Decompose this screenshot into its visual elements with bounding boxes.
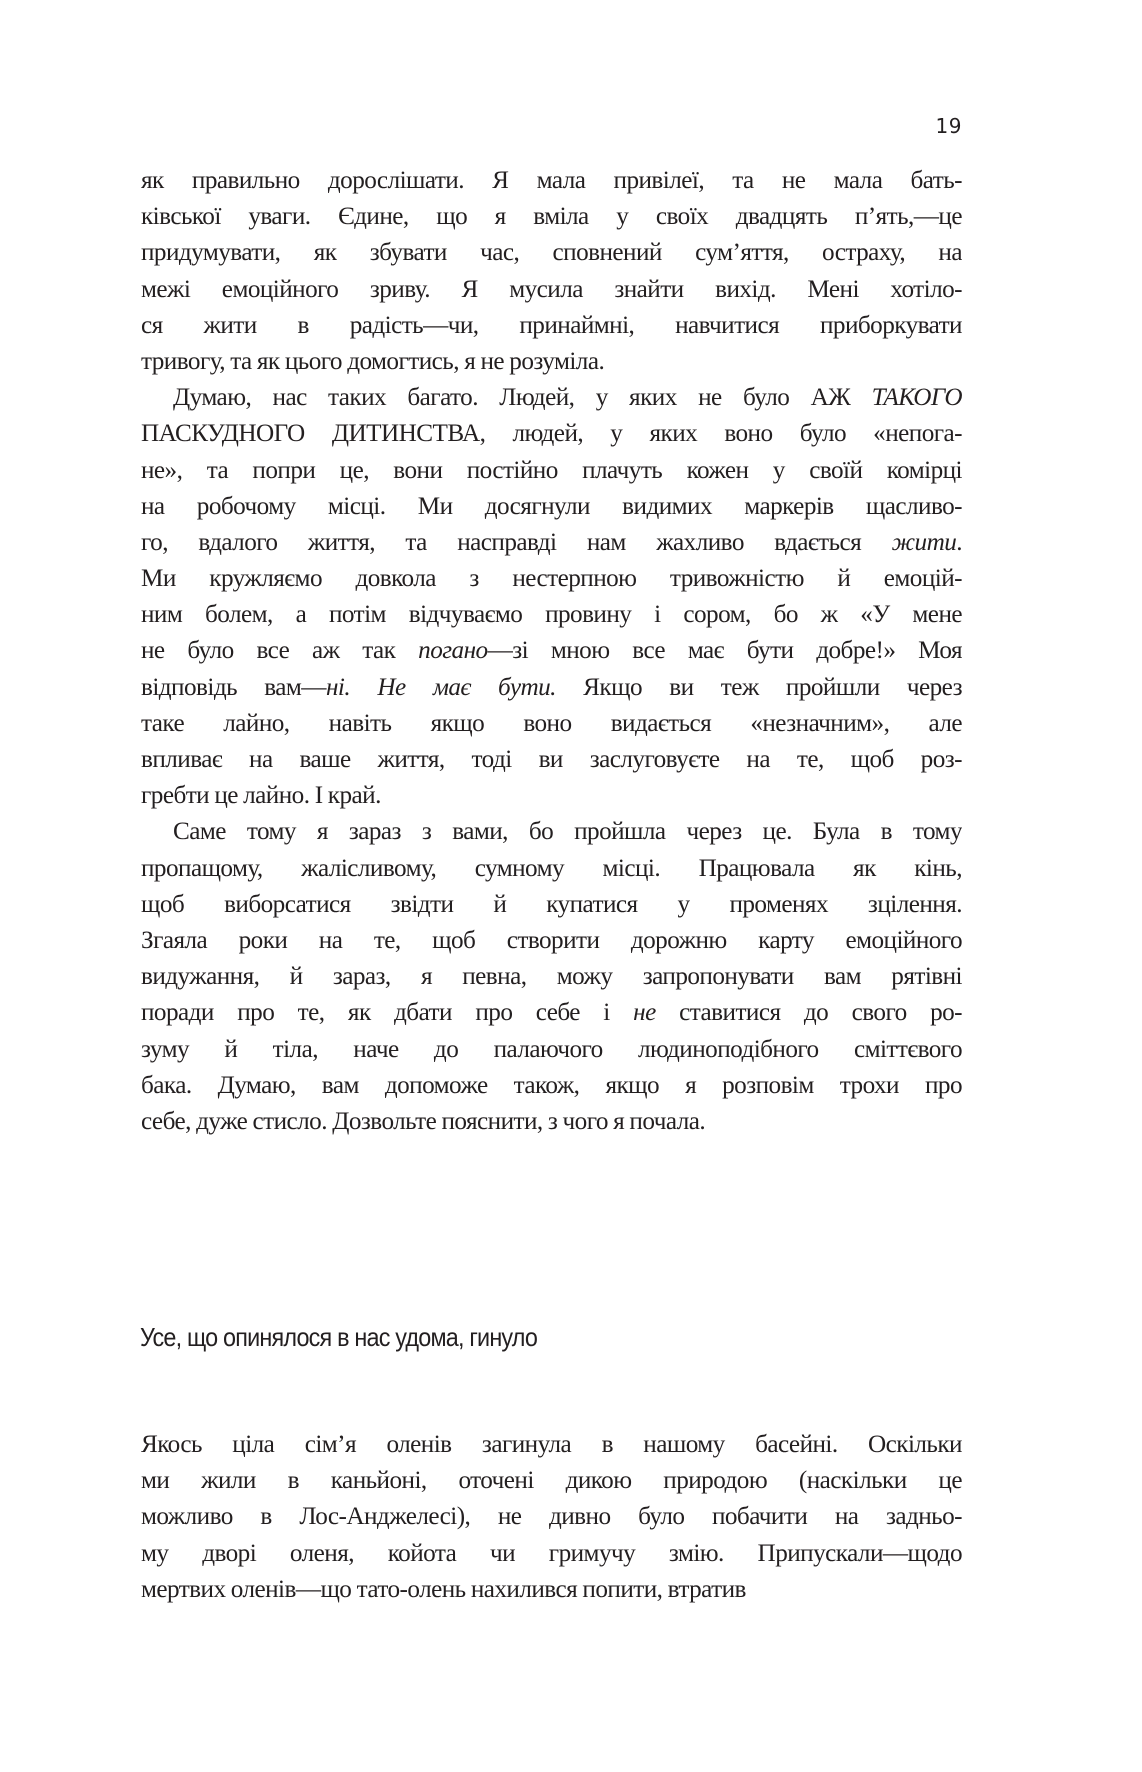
text-line	[141, 1499, 962, 1535]
text-run: можливо в Лос-Анджелесі), не дивно було побачити на задньо-	[141, 1503, 962, 1531]
text-line	[141, 308, 962, 344]
text-line	[141, 199, 962, 235]
text-line	[141, 706, 962, 742]
body-text-top	[141, 163, 962, 1140]
text-run: ним болем, а потім відчуваємо провину і сором, бо ж «У мене	[141, 601, 962, 629]
text-line	[141, 1427, 962, 1463]
italic-run: погано	[418, 637, 488, 665]
text-run: не було все аж так	[141, 637, 419, 665]
text-run: .	[956, 528, 962, 556]
text-run: Саме тому я зараз з вами, бо пройшла через це. Була в тому	[173, 818, 962, 846]
text-line	[141, 670, 962, 706]
paragraph	[141, 163, 962, 380]
text-run: видужання, й зараз, я певна, можу запропонувати вам рятівні	[141, 963, 962, 991]
text-run: му дворі оленя, койота чи гримучу змію. Припускали—щодо	[141, 1539, 962, 1567]
text-line	[141, 453, 962, 489]
text-run: відповідь вам—	[141, 673, 326, 701]
text-line	[141, 272, 962, 308]
text-run: го, вдалого життя, та насправді нам жахливо вдається	[141, 528, 892, 556]
text-run: ми жили в каньйоні, оточені дикою природою (наскільки це	[141, 1467, 962, 1495]
text-line	[141, 814, 962, 850]
text-run: мертвих оленів—що тато-олень нахилився попити, втратив	[141, 1575, 746, 1603]
text-line	[141, 525, 962, 561]
text-line	[141, 561, 962, 597]
text-run: Якщо ви теж пройшли через	[555, 673, 962, 701]
text-run: зуму й тіла, наче до палаючого людиноподібного сміттєвого	[141, 1035, 962, 1063]
text-line	[141, 1572, 962, 1608]
text-run: —зі мною все має бути добре!» Моя	[487, 637, 962, 665]
text-run: бака. Думаю, вам допоможе також, якщо я розповім трохи про	[141, 1071, 962, 1099]
text-run: ківської уваги. Єдине, що я вміла у своїх двадцять п’ять,—це	[141, 203, 962, 231]
text-line	[141, 887, 962, 923]
text-run: на робочому місці. Ми досягнули видимих маркерів щасливо-	[141, 492, 962, 520]
italic-run: не	[633, 999, 656, 1027]
paragraph	[141, 380, 962, 814]
text-line	[141, 1068, 962, 1104]
paragraph	[141, 1427, 962, 1608]
body-text-bottom	[141, 1427, 962, 1608]
text-run: як правильно дорослішати. Я мала привілеї, та не мала бать-	[141, 167, 962, 194]
text-line	[141, 597, 962, 633]
italic-run: ТАКОГО	[871, 384, 962, 412]
text-line	[141, 1104, 962, 1140]
text-run: ся жити в радість—чи, принаймні, навчитися приборкувати	[141, 311, 962, 339]
text-line	[141, 633, 962, 669]
text-run: межі емоційного зриву. Я мусила знайти вихід. Мені хотіло-	[141, 275, 962, 303]
text-run: ПАСКУДНОГО ДИТИНСТВА, людей, у яких воно було «непога-	[141, 420, 962, 448]
text-run: Думаю, нас таких багато. Людей, у яких не було АЖ	[173, 384, 872, 412]
text-run: щоб виборсатися звідти й купатися у променях зцілення.	[141, 890, 962, 918]
text-line	[141, 344, 962, 380]
text-run: впливає на ваше життя, тоді ви заслуговуєте на те, щоб роз-	[141, 746, 962, 773]
text-line	[141, 1032, 962, 1068]
text-line	[141, 489, 962, 525]
text-run: придумувати, як збувати час, сповнений сум’яття, остраху, на	[141, 239, 962, 267]
text-run: поради про те, як дбати про себе і	[141, 999, 634, 1027]
paragraph	[141, 814, 962, 1140]
text-line	[141, 163, 962, 199]
text-line	[141, 1536, 962, 1572]
text-run: себе, дуже стисло. Дозвольте пояснити, з чого я почала.	[141, 1107, 706, 1135]
text-line	[141, 778, 962, 814]
text-line	[141, 380, 962, 416]
text-run: пропащому, жалісливому, сумному місці. Працювала як кінь,	[141, 854, 962, 882]
text-run: ставитися до свого ро-	[655, 999, 962, 1027]
text-run: Якось ціла сім’я оленів загинула в нашому басейні. Оскільки	[141, 1431, 962, 1458]
text-line	[141, 742, 962, 778]
text-run: Ми кружляємо довкола з нестерпною тривожністю й емоцій-	[141, 565, 962, 593]
text-line	[141, 235, 962, 271]
text-line	[141, 923, 962, 959]
page-number: 19	[935, 114, 962, 138]
text-run: Згаяла роки на те, щоб створити дорожню карту емоційного	[141, 926, 962, 954]
text-run: таке лайно, навіть якщо воно видається «незначним», але	[141, 709, 962, 737]
text-run: тривогу, та як цього домогтись, я не розуміла.	[141, 347, 605, 375]
text-line	[141, 1463, 962, 1499]
text-line	[141, 959, 962, 995]
text-run: гребти це лайно. І край.	[141, 782, 381, 810]
text-line	[141, 851, 962, 887]
text-line	[141, 416, 962, 452]
text-run: не», та попри це, вони постійно плачуть кожен у своїй комірці	[141, 456, 962, 484]
section-heading: Усе, що опинялося в нас удома, гинуло	[140, 1322, 538, 1352]
italic-run: жити	[891, 528, 957, 556]
italic-run: ні. Не має бути.	[325, 673, 556, 701]
text-line	[141, 995, 962, 1031]
